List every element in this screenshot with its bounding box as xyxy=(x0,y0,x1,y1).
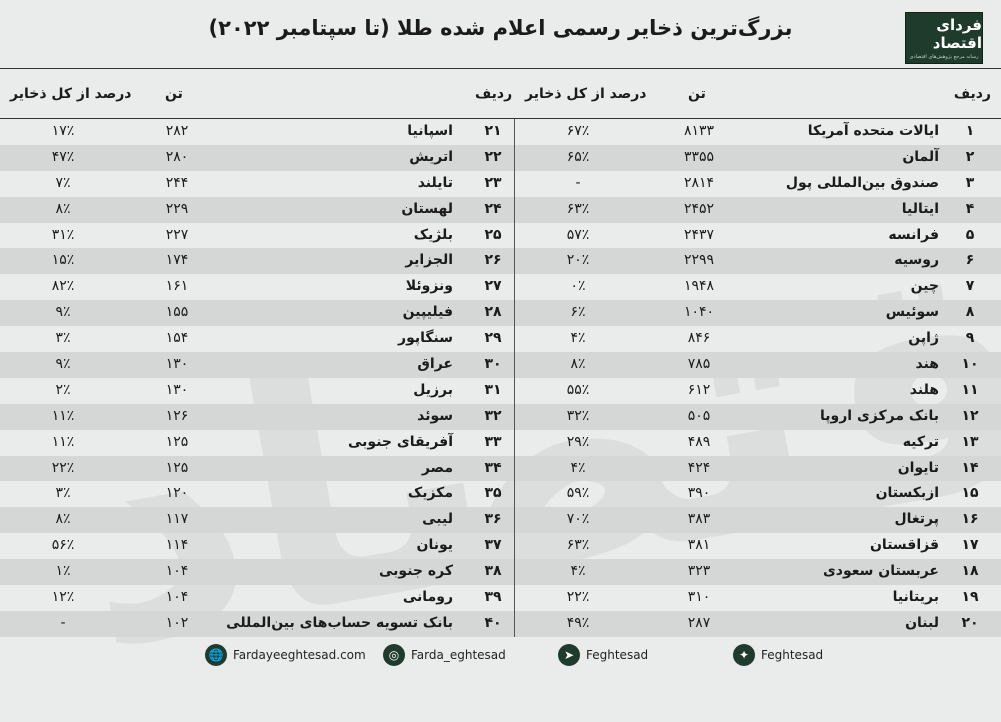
logo-name: فردای اقتصاد xyxy=(932,16,982,52)
ton-cell: ۲۲۹ xyxy=(165,200,189,217)
percent-cell: ۲۲٪ xyxy=(566,589,590,606)
country-cell: قزاقستان xyxy=(869,537,939,554)
rank-cell: ۲۶ xyxy=(484,252,502,269)
table-row xyxy=(0,326,1001,352)
rank-cell: ۲۸ xyxy=(484,304,502,321)
brand-logo xyxy=(905,12,983,64)
header-ton-right: تن xyxy=(688,86,706,102)
rank-cell: ۱۸ xyxy=(961,563,979,580)
rank-cell: ۴ xyxy=(965,200,975,217)
table-row xyxy=(0,171,1001,197)
percent-cell: ۵۶٪ xyxy=(51,537,75,554)
percent-cell: ۸٪ xyxy=(570,356,586,373)
ton-cell: ۳۲۳ xyxy=(687,563,711,580)
country-cell: لبنان xyxy=(905,614,939,631)
country-cell: صندوق بین‌المللی پول xyxy=(785,174,939,191)
country-cell: ونزوئلا xyxy=(405,278,453,295)
header-rank-left: ردیف xyxy=(475,86,513,102)
ton-cell: ۲۴۴ xyxy=(165,174,189,191)
country-cell: پرتغال xyxy=(894,511,939,528)
rank-cell: ۱ xyxy=(965,123,975,139)
rank-cell: ۶ xyxy=(965,252,975,269)
header xyxy=(0,0,1001,68)
country-cell: برزیل xyxy=(413,381,453,398)
rank-cell: ۱۶ xyxy=(961,511,979,528)
percent-cell: ۳۲٪ xyxy=(566,407,590,424)
page-title: بزرگ‌ترین ذخایر رسمی اعلام شده طلا (تا سپتامبر ۲۰۲۲) xyxy=(208,16,793,40)
rank-cell: ۳۴ xyxy=(484,459,502,476)
rank-cell: ۱۵ xyxy=(961,485,979,502)
country-cell: لهستان xyxy=(401,200,453,217)
table-row xyxy=(0,559,1001,585)
country-cell: ایتالیا xyxy=(901,200,939,217)
percent-cell: ۳٪ xyxy=(55,485,71,502)
rank-cell: ۷ xyxy=(965,278,975,295)
rank-cell: ۲۰ xyxy=(961,614,979,631)
rank-cell: ۲۲ xyxy=(484,148,502,165)
country-cell: سنگاپور xyxy=(398,330,453,347)
footer-link-text: Farda_eghtesad xyxy=(411,648,506,662)
country-cell: کره جنوبی xyxy=(379,563,453,580)
percent-cell: ۳٪ xyxy=(55,330,71,347)
country-cell: اسپانیا xyxy=(407,123,453,139)
rank-cell: ۳۲ xyxy=(484,407,502,424)
rank-cell: ۱۲ xyxy=(961,407,979,424)
ton-cell: ۳۱۰ xyxy=(687,589,711,606)
footer-link-text: Feghtesad xyxy=(586,648,649,662)
country-cell: سوئیس xyxy=(885,304,939,321)
country-cell: بریتانیا xyxy=(892,589,939,606)
rank-cell: ۱۳ xyxy=(961,433,979,450)
table-row xyxy=(0,300,1001,326)
ton-cell: ۳۸۱ xyxy=(687,537,711,554)
percent-cell: ۱٪ xyxy=(55,563,71,580)
column-divider xyxy=(514,119,515,637)
ton-cell: ۴۲۴ xyxy=(687,459,711,476)
ton-cell: ۱۳۰ xyxy=(165,356,189,373)
percent-cell: ۲۲٪ xyxy=(51,459,75,476)
country-cell: فیلیپین xyxy=(402,304,453,321)
table-row xyxy=(0,585,1001,611)
twitter-icon: ✦ xyxy=(733,644,755,666)
rank-cell: ۱۴ xyxy=(961,459,979,476)
country-cell: ژاپن xyxy=(908,330,939,347)
table-row xyxy=(0,145,1001,171)
ton-cell: ۸۱۳۳ xyxy=(683,123,715,139)
percent-cell: - xyxy=(575,174,581,191)
table-row xyxy=(0,481,1001,507)
percent-cell: ۴۷٪ xyxy=(51,148,75,165)
ton-cell: ۳۸۳ xyxy=(687,511,711,528)
percent-cell: ۱۱٪ xyxy=(51,407,75,424)
ton-cell: ۱۲۵ xyxy=(165,433,189,450)
globe-icon: 🌐 xyxy=(205,644,227,666)
percent-cell: ۱۷٪ xyxy=(51,123,75,139)
ton-cell: ۱۱۴ xyxy=(165,537,189,554)
percent-cell: ۸۲٪ xyxy=(51,278,75,295)
percent-cell: ۸٪ xyxy=(55,511,71,528)
ton-cell: ۱۲۶ xyxy=(165,407,189,424)
country-cell: لیبی xyxy=(422,511,453,528)
reserves-table xyxy=(0,119,1001,637)
percent-cell: ۶۳٪ xyxy=(566,200,590,217)
rank-cell: ۱۹ xyxy=(961,589,979,606)
table-row xyxy=(0,378,1001,404)
ton-cell: ۱۰۴۰ xyxy=(683,304,715,321)
ton-cell: ۱۵۴ xyxy=(165,330,189,347)
rank-cell: ۹ xyxy=(965,330,975,347)
logo-tagline: رسانه مرجع پژوهش‌های اقتصادی xyxy=(909,54,979,60)
rank-cell: ۳۶ xyxy=(484,511,502,528)
percent-cell: ۴٪ xyxy=(570,459,586,476)
table-row xyxy=(0,430,1001,456)
country-cell: هند xyxy=(915,356,939,373)
ton-cell: ۱۵۵ xyxy=(165,304,189,321)
country-cell: مصر xyxy=(421,459,453,476)
percent-cell: ۲٪ xyxy=(55,381,71,398)
percent-cell: ۴۹٪ xyxy=(566,614,590,631)
ton-cell: ۲۸۰ xyxy=(165,148,189,165)
table-row xyxy=(0,533,1001,559)
ton-cell: ۱۶۱ xyxy=(165,278,189,295)
percent-cell: ۲۰٪ xyxy=(566,252,590,269)
percent-cell: ۴٪ xyxy=(570,330,586,347)
table-row xyxy=(0,507,1001,533)
rank-cell: ۳۱ xyxy=(484,381,502,398)
percent-cell: ۶۵٪ xyxy=(566,148,590,165)
percent-cell: - xyxy=(60,614,66,631)
percent-cell: ۳۱٪ xyxy=(51,226,75,243)
table-row xyxy=(0,352,1001,378)
footer-link-3[interactable] xyxy=(558,643,648,667)
percent-cell: ۸٪ xyxy=(55,200,71,217)
ton-cell: ۴۸۹ xyxy=(687,433,711,450)
country-cell: ترکیه xyxy=(902,433,939,450)
ton-cell: ۱۹۴۸ xyxy=(683,278,715,295)
rank-cell: ۱۱ xyxy=(961,381,979,398)
footer xyxy=(0,639,1001,670)
country-cell: ازبکستان xyxy=(875,485,939,502)
country-cell: سوئد xyxy=(417,407,453,424)
footer-link-4[interactable] xyxy=(733,643,823,667)
table-row xyxy=(0,274,1001,300)
header-ton-left: تن xyxy=(165,86,183,102)
percent-cell: ۶۷٪ xyxy=(566,123,590,139)
rank-cell: ۲۱ xyxy=(484,123,502,139)
country-cell: هلند xyxy=(909,381,939,398)
percent-cell: ۴٪ xyxy=(570,563,586,580)
footer-link-text: Feghtesad xyxy=(761,648,824,662)
header-percent-right: درصد از کل ذخایر xyxy=(525,86,647,102)
rank-cell: ۲۳ xyxy=(484,174,502,191)
header-divider xyxy=(0,68,1001,69)
ton-cell: ۳۳۵۵ xyxy=(683,148,715,165)
percent-cell: ۱۲٪ xyxy=(51,589,75,606)
rank-cell: ۱۷ xyxy=(961,537,979,554)
ton-cell: ۱۱۷ xyxy=(165,511,189,528)
country-cell: آلمان xyxy=(902,148,939,165)
country-cell: بلژیک xyxy=(413,226,453,243)
footer-link-2[interactable] xyxy=(383,643,506,667)
ton-cell: ۱۰۴ xyxy=(165,563,189,580)
footer-link-1[interactable] xyxy=(205,643,366,667)
rank-cell: ۳۷ xyxy=(484,537,502,554)
ton-cell: ۳۹۰ xyxy=(687,485,711,502)
table-row xyxy=(0,611,1001,637)
rank-cell: ۲۴ xyxy=(484,200,502,217)
country-cell: عربستان سعودی xyxy=(822,563,939,580)
country-cell: الجزایر xyxy=(405,252,453,269)
rank-cell: ۳ xyxy=(965,174,975,191)
ton-cell: ۱۷۴ xyxy=(165,252,189,269)
percent-cell: ۶٪ xyxy=(570,304,586,321)
ton-cell: ۲۸۱۴ xyxy=(683,174,715,191)
rank-cell: ۴۰ xyxy=(484,614,502,631)
rank-cell: ۲۷ xyxy=(484,278,502,295)
country-cell: تایوان xyxy=(897,459,939,476)
table-row xyxy=(0,248,1001,274)
table-row xyxy=(0,223,1001,249)
table-row xyxy=(0,119,1001,145)
ton-cell: ۱۰۲ xyxy=(165,614,189,631)
percent-cell: ۰٪ xyxy=(570,278,586,295)
percent-cell: ۹٪ xyxy=(55,304,71,321)
country-cell: رومانی xyxy=(402,589,453,606)
ton-cell: ۱۲۵ xyxy=(165,459,189,476)
rank-cell: ۱۰ xyxy=(961,356,979,373)
rank-cell: ۳۰ xyxy=(484,356,502,373)
country-cell: یونان xyxy=(416,537,453,554)
country-cell: بانک تسویه حساب‌های بین‌المللی xyxy=(226,614,453,631)
footer-link-text: Fardayeeghtesad.com xyxy=(233,648,366,662)
ton-cell: ۵۰۵ xyxy=(687,407,711,424)
ton-cell: ۱۳۰ xyxy=(165,381,189,398)
ton-cell: ۶۱۲ xyxy=(687,381,711,398)
rank-cell: ۳۹ xyxy=(484,589,502,606)
country-cell: روسیه xyxy=(894,252,939,269)
header-percent-left: درصد از کل ذخایر xyxy=(10,86,132,102)
rank-cell: ۳۵ xyxy=(484,485,502,502)
ton-cell: ۷۸۵ xyxy=(687,356,711,373)
percent-cell: ۵۵٪ xyxy=(566,381,590,398)
ton-cell: ۱۲۰ xyxy=(165,485,189,502)
country-cell: فرانسه xyxy=(888,226,939,243)
telegram-icon: ➤ xyxy=(558,644,580,666)
percent-cell: ۲۹٪ xyxy=(566,433,590,450)
country-cell: اتریش xyxy=(409,148,453,165)
percent-cell: ۶۳٪ xyxy=(566,537,590,554)
country-cell: مکزیک xyxy=(407,485,453,502)
ton-cell: ۲۴۵۲ xyxy=(683,200,715,217)
ton-cell: ۲۲۹۹ xyxy=(683,252,715,269)
ton-cell: ۱۰۴ xyxy=(165,589,189,606)
table-row xyxy=(0,456,1001,482)
percent-cell: ۱۵٪ xyxy=(51,252,75,269)
table-row xyxy=(0,404,1001,430)
rank-cell: ۲۹ xyxy=(484,330,502,347)
country-cell: عراق xyxy=(417,356,453,373)
percent-cell: ۱۱٪ xyxy=(51,433,75,450)
ton-cell: ۸۴۶ xyxy=(687,330,711,347)
country-cell: چین xyxy=(910,278,939,295)
ton-cell: ۲۲۷ xyxy=(165,226,189,243)
rank-cell: ۳۸ xyxy=(484,563,502,580)
rank-cell: ۲۵ xyxy=(484,226,502,243)
rank-cell: ۸ xyxy=(965,304,975,321)
header-rank-right: ردیف xyxy=(953,86,991,102)
percent-cell: ۹٪ xyxy=(55,356,71,373)
rank-cell: ۲ xyxy=(965,148,975,165)
table-row xyxy=(0,197,1001,223)
percent-cell: ۵۷٪ xyxy=(566,226,590,243)
country-cell: ایالات متحده آمریکا xyxy=(807,123,939,139)
percent-cell: ۷۰٪ xyxy=(566,511,590,528)
percent-cell: ۵۹٪ xyxy=(566,485,590,502)
country-cell: بانک مرکزی اروپا xyxy=(820,407,939,424)
ton-cell: ۲۸۷ xyxy=(687,614,711,631)
ton-cell: ۲۸۲ xyxy=(165,123,189,139)
instagram-icon: ◎ xyxy=(383,644,405,666)
country-cell: آفریقای جنوبی xyxy=(348,433,453,450)
country-cell: تایلند xyxy=(417,174,453,191)
rank-cell: ۵ xyxy=(965,226,975,243)
rank-cell: ۳۳ xyxy=(484,433,502,450)
percent-cell: ۷٪ xyxy=(55,174,71,191)
ton-cell: ۲۴۳۷ xyxy=(683,226,715,243)
